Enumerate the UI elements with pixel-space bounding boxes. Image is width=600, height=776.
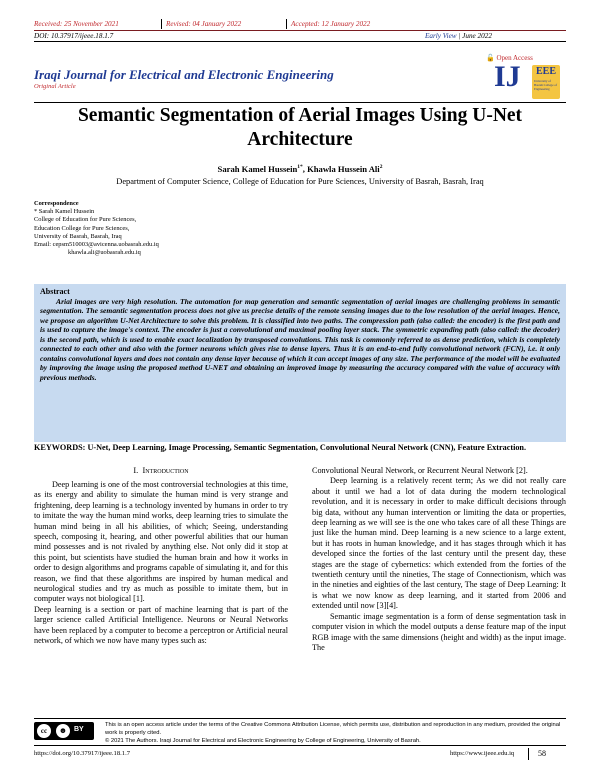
footer-site-link[interactable]: https://www.ijeee.edu.iq xyxy=(450,750,515,757)
right-column xyxy=(312,466,566,653)
footer-separator xyxy=(528,748,529,760)
keywords: KEYWORDS: U-Net, Deep Learning, Image Processing, Semantic Segmentation, Convolutional Neural Network (CNN), Feature Extraction. xyxy=(34,443,527,452)
paragraph: Deep learning is one of the most controversial technologies at this time, as its energy and ability to simulate the human mind is very strange and frightening, deep learning is a technology invented by humans in order to try to imitate the way the human mind works, deep learning tries to simulate the human mind being in all his abilities, of which; Seeing, understanding speech, composing it, hearing, and other powerful abilities that our human mind possesses and is not rivaled by anything else. Not only did it stop at this point, but scientists have studied the human brain and how it works in order to design algorithms and programs capable of simulating it, and for this reason, we find that these algorithms are inspired by human medical and neurological studies and try as much as possible to imitate them, but in computer ways not biological [1]. xyxy=(34,480,288,604)
open-access-badge: 🔓 Open Access xyxy=(486,54,533,62)
left-column xyxy=(34,480,288,647)
early-view: Early View xyxy=(425,32,457,40)
cc-icon: cc xyxy=(37,724,51,738)
issue-date: | June 2022 xyxy=(458,32,492,40)
paper-title: Semantic Segmentation of Aerial Images Using U-Net Architecture xyxy=(77,105,523,150)
page-number: 58 xyxy=(538,749,546,758)
paragraph: Deep learning is a relatively recent term; As we did not really care about it until we had a lot of data during the modern technological revolution, and it is necessary in order to make difficult decisions through big data, without any human intervention or limiting the data or properties, deep learning as we will see is the one who takes care of all these Things are just like the human mind. Deep learning is a new science to a large extent, but it has roots in human knowledge, and it has stages through which it has developed since the forties of the last century until the present day, these stages are the stage of cybernetics: which extended from the forties of the twentieth century until the nineties, The stage of Connectionism, which was in the nineties and eighties of the last century, The stage of Deep Learning: It is what we now know as deep learning, and it started from 2006 and extended until now [3][4]. xyxy=(312,476,566,611)
accepted-date: Accepted: 12 January 2022 xyxy=(291,20,371,28)
footer-rule-2 xyxy=(34,745,566,746)
abstract-text: Arial images are very high resolution. The automation for map generation and semantic segmentation of aerial images are challenging problems in semantic segmentation. The semantic segmentation process does not give us precise details of the remote sensing images due to the low resolution of the aerial images. Hence, we propose an algorithm U-Net Architecture to solve this problem. It is classified into two paths. The compression path (also called: the encoder) is the first path and is used to capture the image's context. The encoder is just a convolutional and maximal pooling layer stack. The symmetric expanding path (also called: the decoder) is the second path, which is used to enable exact localization by transposed convolutions. This task is commonly referred to as dense prediction, which is completely connected to each other and also with the former neurons which gives rise to dense layers. Thus it is an end-to-end fully convolutional network (FCN), i.e. it only contains convolutional layers and does not contain any dense layer because of which it can accept images of any size. The performance of the model will be evaluated by improving the image using the proposed method U-NET and obtaining an improved image by measuring the accuracy compared with the value of accuracy with previous methods. xyxy=(40,297,560,382)
journal-title: Iraqi Journal for Electrical and Electronic Engineering xyxy=(34,67,334,82)
section-heading: I. Introduction xyxy=(133,466,189,475)
cc-license-badge[interactable]: cc ☻ BY xyxy=(34,722,94,740)
authors: Sarah Kamel Hussein$^{1*}$, Khawla Hussein Ali$^2$ xyxy=(217,164,383,174)
person-icon: ☻ xyxy=(56,724,70,738)
header-rule xyxy=(34,30,566,31)
header-separator xyxy=(286,19,287,29)
journal-logo: IJ EEE University of Basrah College of Engineering xyxy=(492,63,562,103)
header-separator xyxy=(161,19,162,29)
doi-header[interactable]: DOI: 10.37917/ijeee.18.1.7 xyxy=(34,32,114,40)
license-text: This is an open access article under the terms of the Creative Commons Attribution License, which permits use, distribution and reproduction in any medium, provided the original work is properly cited. © 2021 The Authors. Iraqi Journal for Electrical and Electronic Engineering by College of Engineering, University of Basrah. xyxy=(105,722,561,744)
article-type: Original Article xyxy=(34,83,76,90)
correspondence-block: Correspondence * Sarah Kamel Hussein College of Education for Pure Sciences, Education College for Pure Sciences, University of Basrah, Basrah, Iraq Email: cepsm510003@avicenna.uobasrah.edu.iq khawla.ali@uobasrah.edu.iq xyxy=(34,200,159,257)
abstract-heading: Abstract xyxy=(40,287,70,296)
revised-date: Revised: 04 January 2022 xyxy=(166,20,242,28)
open-access-icon: 🔓 xyxy=(486,54,495,62)
header-rule-2 xyxy=(34,41,566,42)
received-date: Received: 25 November 2021 xyxy=(34,20,119,28)
correspondence-heading: Correspondence xyxy=(34,200,79,207)
paragraph: Semantic image segmentation is a form of dense segmentation task in computer vision in which the model outputs a dense feature map of the input RGB image with the same dimensions (height and width) as the input image. The xyxy=(312,611,566,652)
footer-doi-link[interactable]: https://doi.org/10.37917/ijeee.18.1.7 xyxy=(34,750,131,757)
footer-rule xyxy=(34,718,566,719)
affiliation: Department of Computer Science, College of Education for Pure Sciences, University of Basrah, Basrah, Iraq xyxy=(116,177,484,186)
paragraph: Deep learning is a section or part of machine learning that is part of the larger science called Artificial Intelligence. Neurons or Neural Networks have been replaced by a computer to become a perceptron or Artificial neural network, of which we now have many types such as: xyxy=(34,604,288,646)
abstract-box xyxy=(34,284,566,442)
title-rule xyxy=(34,102,566,103)
paragraph: Convolutional Neural Network, or Recurrent Neural Network [2]. xyxy=(312,466,528,475)
